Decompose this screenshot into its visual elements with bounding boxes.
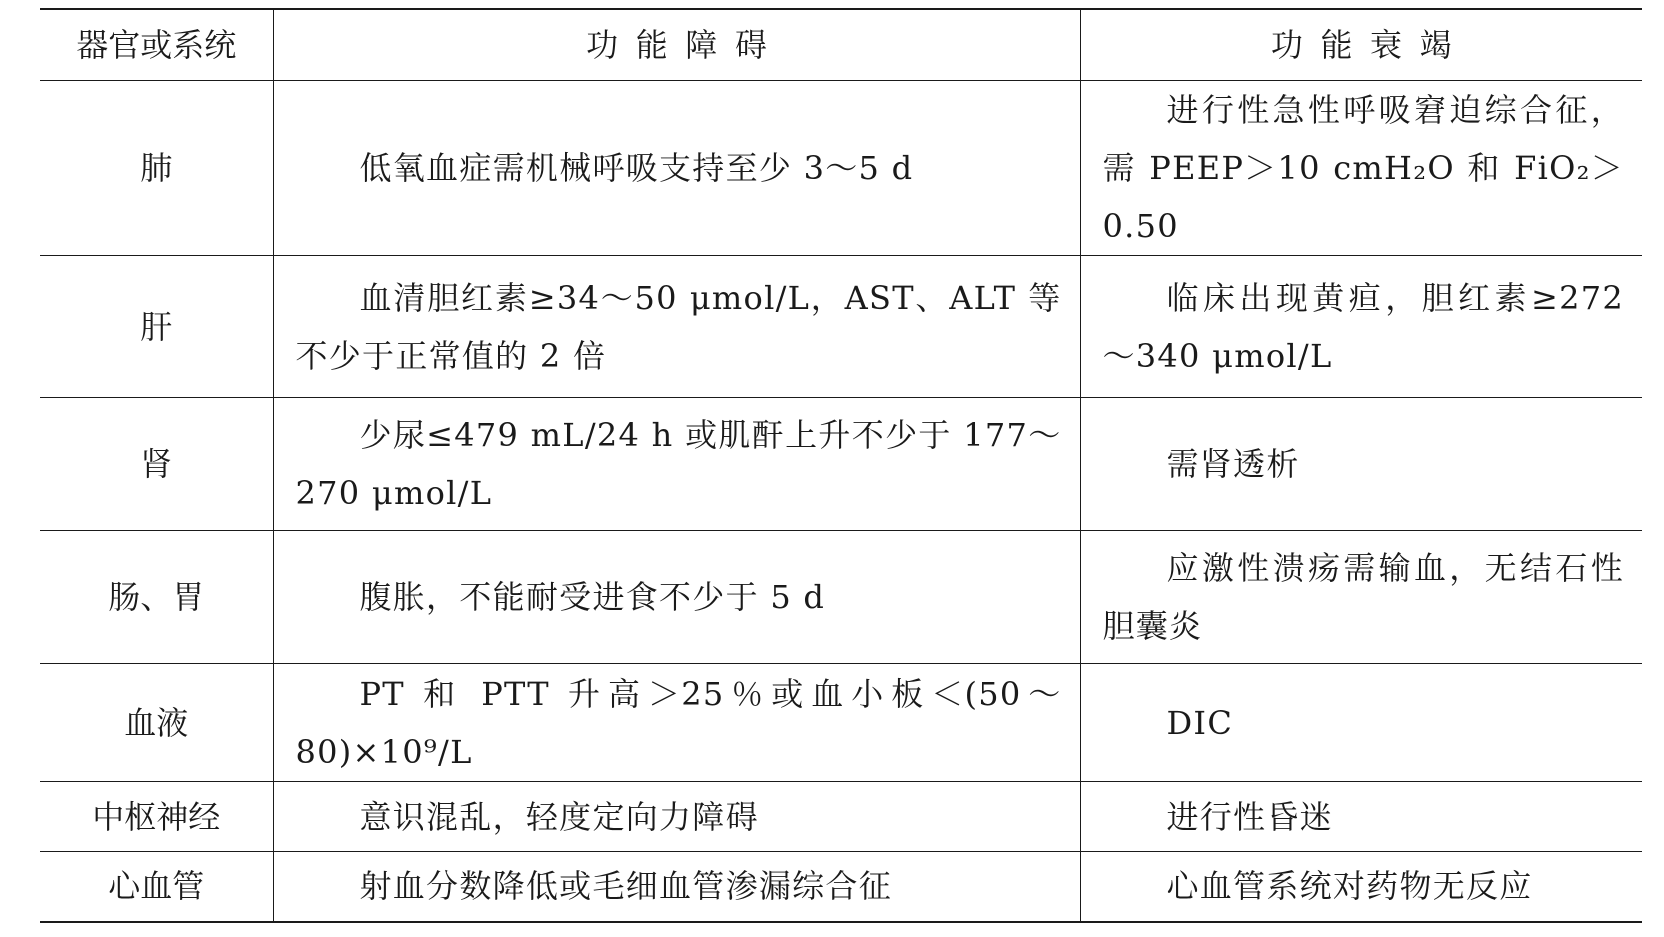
table-row xyxy=(40,664,1642,782)
dysfunction-cell: 腹胀，不能耐受进食不少于 5 d xyxy=(273,531,1080,664)
failure-cell: 进行性急性呼吸窘迫综合征，需 PEEP＞10 cmH₂O 和 FiO₂＞0.50 xyxy=(1080,81,1642,256)
table-row xyxy=(40,81,1642,256)
dysfunction-cell: 低氧血症需机械呼吸支持至少 3～5 d xyxy=(273,81,1080,256)
table-row xyxy=(40,852,1642,922)
header-dysfunction: 功能障碍 xyxy=(273,9,1080,81)
header-failure: 功能衰竭 xyxy=(1080,9,1642,81)
organ-failure-table-container xyxy=(40,8,1642,923)
organ-cell: 肾 xyxy=(140,445,173,483)
header-row xyxy=(40,9,1642,81)
failure-cell: 应激性溃疡需输血，无结石性胆囊炎 xyxy=(1080,531,1642,664)
failure-cell: 进行性昏迷 xyxy=(1080,782,1642,852)
failure-cell: 临床出现黄疸，胆红素≥272～340 μmol/L xyxy=(1080,256,1642,398)
failure-cell: DIC xyxy=(1080,664,1642,782)
organ-cell: 中枢神经 xyxy=(92,797,221,836)
header-organ: 器官或系统 xyxy=(76,26,237,64)
organ-cell: 血液 xyxy=(124,703,189,742)
organ-cell: 肝 xyxy=(140,307,173,346)
failure-cell: 心血管系统对药物无反应 xyxy=(1080,852,1642,922)
failure-cell: 需肾透析 xyxy=(1080,398,1642,531)
dysfunction-cell: 射血分数降低或毛细血管渗漏综合征 xyxy=(273,852,1080,922)
organ-cell: 肠、胃 xyxy=(108,578,205,616)
table-body xyxy=(40,81,1642,922)
table-row xyxy=(40,256,1642,398)
organ-cell: 肺 xyxy=(140,149,173,187)
dysfunction-cell: 血清胆红素≥34～50 μmol/L，AST、ALT 等不少于正常值的 2 倍 xyxy=(273,256,1080,398)
table-header xyxy=(40,9,1642,81)
dysfunction-cell: PT 和 PTT 升高＞25％或血小板＜(50～80)×10⁹/L xyxy=(273,664,1080,782)
dysfunction-cell: 少尿≤479 mL/24 h 或肌酐上升不少于 177～270 μmol/L xyxy=(273,398,1080,531)
organ-failure-table xyxy=(40,8,1642,923)
table-row xyxy=(40,531,1642,664)
dysfunction-cell: 意识混乱，轻度定向力障碍 xyxy=(273,782,1080,852)
table-row xyxy=(40,398,1642,531)
table-row xyxy=(40,782,1642,852)
organ-cell: 心血管 xyxy=(108,867,205,906)
